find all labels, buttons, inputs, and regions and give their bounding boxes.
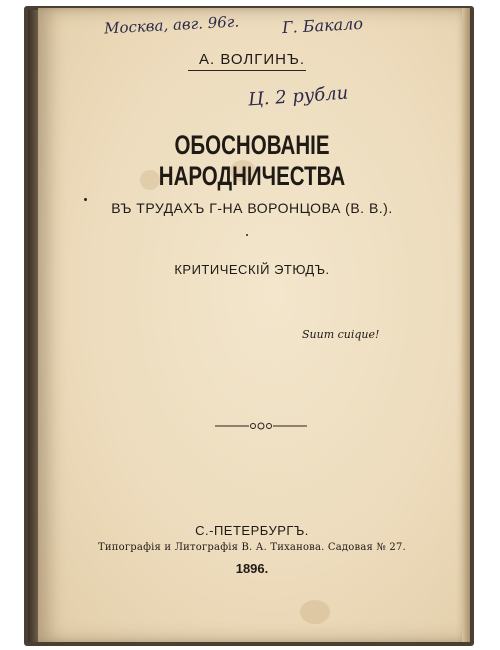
ornament-divider [213, 419, 309, 433]
author-name: А. ВОЛГИНЪ. [199, 51, 305, 68]
ink-speck [246, 234, 248, 236]
book-genre: КРИТИЧЕСКІЙ ЭТЮДЪ. [174, 262, 330, 277]
publication-year: 1896. [235, 561, 269, 576]
handwritten-owner-name: Г. Бакало [281, 13, 364, 38]
paper-stain [300, 600, 330, 624]
epigraph-motto: Suum cuique! [302, 328, 380, 341]
handwritten-place-date: Москва, авг. 96г. [103, 12, 240, 38]
book-title: ОБОСНОВАНІЕ НАРОДНИЧЕСТВА [158, 130, 346, 191]
publication-city: С.-ПЕТЕРБУРГЪ. [195, 523, 309, 538]
printer-imprint: Типографія и Литографія В. А. Тиханова. Садовая № 27. [98, 542, 406, 553]
book-subtitle: ВЪ ТРУДАХЪ Г-НА ВОРОНЦОВА (В. В.). [111, 200, 393, 216]
author-underline [188, 70, 306, 71]
handwritten-price: Ц. 2 рубли [247, 82, 349, 111]
